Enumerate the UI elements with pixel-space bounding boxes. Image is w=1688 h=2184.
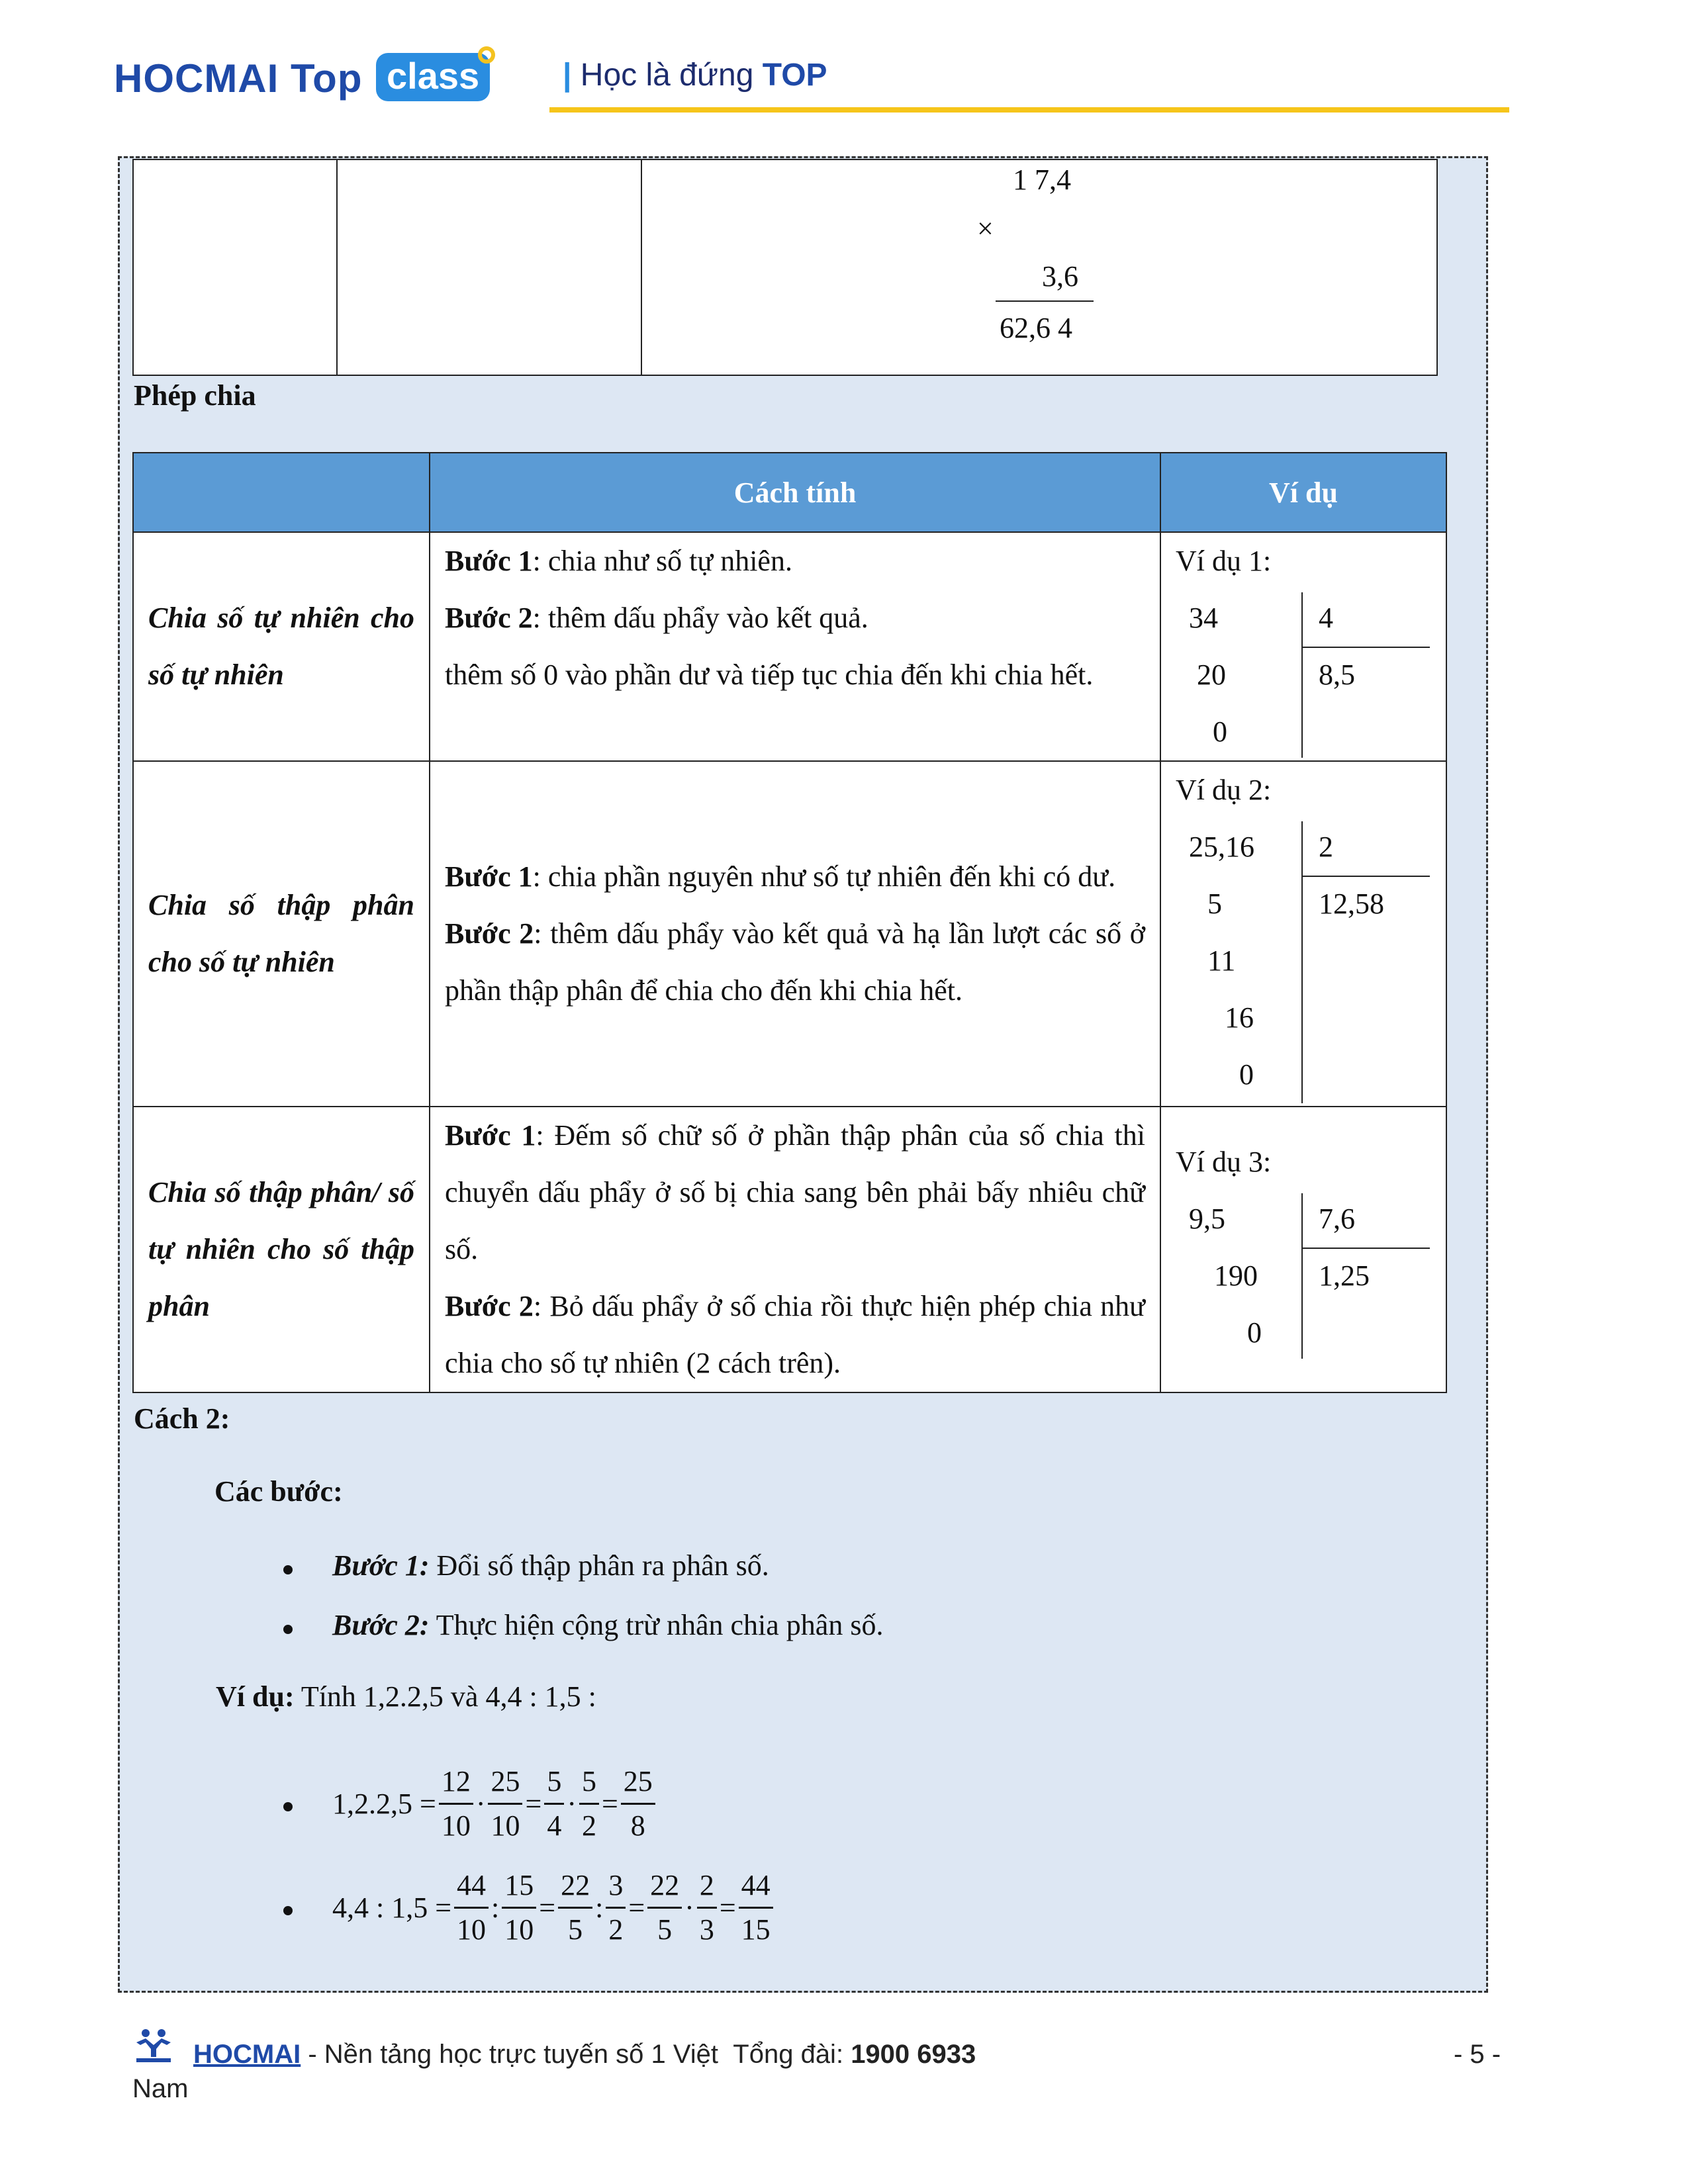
fraction-numerator: 44: [739, 1864, 773, 1909]
eq1-operator: ·: [475, 1788, 486, 1820]
header-tagline: | Học là đứng TOP: [563, 58, 827, 93]
example-1-division-vline: [1301, 592, 1303, 758]
multiplication-rule: [996, 300, 1094, 302]
row-3-label: [133, 1107, 430, 1392]
footer-tagline: - Nền tảng học trực tuyến số 1 Việt: [301, 2040, 719, 2069]
gear-icon: [478, 46, 495, 64]
equation-2: [332, 1864, 776, 1951]
example-3-division-hline: [1301, 1248, 1430, 1249]
hocmai-logo[interactable]: [114, 56, 362, 101]
eq2-operator: :: [491, 1891, 500, 1924]
example-1-title: Ví dụ 1:: [1176, 545, 1272, 577]
fraction-numerator: 25: [621, 1760, 655, 1805]
eq2-operator: :: [595, 1891, 604, 1924]
method2-steps-title: Các bước:: [214, 1475, 343, 1508]
example-2-division-hline: [1301, 876, 1430, 877]
row-1-method: [430, 532, 1160, 761]
division-row-2: [133, 761, 1446, 1107]
method2-example: [216, 1680, 596, 1713]
fraction-numerator: 44: [454, 1864, 489, 1909]
page-number: - 5 -: [1454, 2040, 1501, 2069]
fraction-denominator: 8: [630, 1809, 645, 1842]
division-header-example: Ví dụ: [1160, 453, 1446, 532]
example-3-title: Ví dụ 3:: [1176, 1146, 1272, 1178]
division-title: Phép chia: [134, 379, 256, 412]
example-3-dividend: 9,5: [1189, 1203, 1225, 1235]
footer-brand-link[interactable]: HOCMAI: [193, 2040, 301, 2069]
fraction: [558, 1864, 592, 1951]
header-rule: [549, 107, 1509, 113]
multiplier: 3,6: [1042, 260, 1078, 293]
row-1-step2-text: : thêm dấu phẩy vào kết quả.: [532, 602, 868, 634]
fraction-denominator: 5: [657, 1913, 673, 1946]
fraction: [579, 1760, 599, 1847]
fraction-numerator: 2: [697, 1864, 717, 1909]
example-text: Tính 1,2.2,5 và 4,4 : 1,5 :: [301, 1680, 596, 1713]
row-2-label: [133, 761, 430, 1107]
eq1-operator: ·: [567, 1788, 577, 1820]
logo-hocmai-text: HOCMAI: [114, 56, 279, 101]
mult-table-cell-2: [337, 159, 641, 375]
fraction-denominator: 10: [504, 1913, 534, 1946]
division-row-3: [133, 1107, 1446, 1392]
division-header-empty: [133, 453, 430, 532]
fraction-denominator: 2: [608, 1913, 624, 1946]
example-3-remainder: 190: [1214, 1259, 1258, 1292]
fraction: [439, 1760, 473, 1847]
row-2-method: [430, 761, 1160, 1107]
fraction: [454, 1864, 489, 1951]
example-2-remainder: 11: [1207, 944, 1236, 977]
fraction-denominator: 10: [441, 1809, 471, 1842]
footer-hotline: 1900 6933: [851, 2040, 976, 2069]
eq1-lhs: 1,2.2,5 =: [332, 1788, 436, 1820]
row-2-label-text: Chia số thập phân cho số tự nhiên: [148, 889, 414, 978]
fraction-denominator: 10: [491, 1809, 520, 1842]
bullet-icon: [283, 1906, 293, 1915]
division-header-method: Cách tính: [430, 453, 1160, 532]
multiplication-table: [132, 159, 1438, 376]
product: 62,6 4: [1000, 312, 1072, 344]
multiply-operator: ×: [977, 212, 994, 245]
example-1-remainder: 0: [1213, 715, 1227, 748]
example-2-division-vline: [1301, 821, 1303, 1103]
fraction: [647, 1864, 682, 1951]
example-2-remainder: 0: [1239, 1058, 1254, 1091]
fraction-denominator: 3: [699, 1913, 714, 1946]
method2-step-1: [332, 1549, 769, 1582]
row-3-example: [1160, 1107, 1446, 1392]
tagline-top: TOP: [762, 58, 827, 93]
step-1-label: Bước 1:: [332, 1549, 430, 1582]
fraction-denominator: 15: [741, 1913, 771, 1946]
row-1-step1-text: : chia như số tự nhiên.: [532, 545, 792, 577]
division-table: [132, 452, 1447, 1393]
bullet-icon: [283, 1565, 293, 1574]
example-2-divisor: 2: [1319, 831, 1333, 863]
row-1-example: [1160, 532, 1446, 761]
footer-text: [193, 2040, 976, 2070]
fraction: [621, 1760, 655, 1847]
row-2-step2-label: Bước 2: [445, 917, 534, 950]
eq2-equals: =: [719, 1891, 736, 1924]
division-row-1: [133, 532, 1446, 761]
row-3-step1-label: Bước 1: [445, 1119, 536, 1152]
row-2-step1-label: Bước 1: [445, 860, 533, 893]
row-2-step2-text: : thêm dấu phẩy vào kết quả và hạ lần lượt các số ở phần thập phân để chia cho đến khi chia hết.: [445, 917, 1145, 1007]
bullet-icon: [283, 1802, 293, 1811]
logo-class-badge: class: [376, 53, 490, 101]
eq2-lhs: 4,4 : 1,5 =: [332, 1891, 452, 1924]
fraction: [488, 1760, 522, 1847]
row-3-step2-label: Bước 2: [445, 1290, 534, 1322]
fraction-numerator: 15: [502, 1864, 536, 1909]
example-3-divisor: 7,6: [1319, 1203, 1355, 1235]
example-2-title: Ví dụ 2:: [1176, 774, 1272, 806]
hocmai-footer-icon: [132, 2028, 175, 2064]
row-2-example: [1160, 761, 1446, 1107]
fraction: [606, 1864, 626, 1951]
fraction-numerator: 25: [488, 1760, 522, 1805]
example-2-quotient: 12,58: [1319, 887, 1384, 920]
example-1-divisor: 4: [1319, 602, 1333, 634]
example-1-dividend: 34: [1189, 602, 1218, 634]
fraction-numerator: 3: [606, 1864, 626, 1909]
example-1-remainder: 20: [1197, 659, 1226, 691]
logo-top-text: Top: [290, 56, 363, 101]
example-3-remainder: 0: [1247, 1316, 1262, 1349]
fraction-denominator: 4: [547, 1809, 562, 1842]
example-3-quotient: 1,25: [1319, 1259, 1370, 1292]
row-1-label: [133, 532, 430, 761]
row-1-step2-label: Bước 2: [445, 602, 533, 634]
fraction-numerator: 22: [558, 1864, 592, 1909]
bullet-icon: [283, 1625, 293, 1634]
eq1-equals: =: [601, 1788, 618, 1820]
fraction-numerator: 5: [579, 1760, 599, 1805]
row-3-step2-text: : Bỏ dấu phẩy ở số chia rồi thực hiện phép chia như chia cho số tự nhiên (2 cách trên).: [445, 1290, 1145, 1379]
step-2-text: Thực hiện cộng trừ nhân chia phân số.: [436, 1609, 884, 1641]
example-1-quotient: 8,5: [1319, 659, 1355, 691]
fraction-numerator: 5: [544, 1760, 564, 1805]
row-3-method: [430, 1107, 1160, 1392]
mult-table-cell-1: [133, 159, 337, 375]
row-1-label-text: Chia số tự nhiên cho số tự nhiên: [148, 602, 414, 691]
row-2-step1-text: : chia phần nguyên như số tự nhiên đến khi có dư.: [532, 860, 1116, 893]
step-2-label: Bước 2:: [332, 1609, 430, 1641]
fraction: [739, 1864, 773, 1951]
tagline-prefix: Học là đứng: [580, 58, 754, 93]
row-1-step1-label: Bước 1: [445, 545, 533, 577]
row-3-step1-text: : Đếm số chữ số ở phần thập phân của số chia thì chuyển dấu phẩy ở số bị chia sang bên phải bấy nhiêu chữ số.: [445, 1119, 1145, 1265]
eq1-equals: =: [525, 1788, 542, 1820]
row-3-label-text: Chia số thập phân/ số tự nhiên cho số thập phân: [148, 1176, 414, 1322]
fraction: [544, 1760, 564, 1847]
fraction-denominator: 2: [581, 1809, 596, 1842]
example-3-division-vline: [1301, 1193, 1303, 1359]
example-2-remainder: 5: [1207, 887, 1222, 920]
example-1-division-hline: [1301, 647, 1430, 648]
eq2-equals: =: [539, 1891, 556, 1924]
mult-example-cell: [641, 159, 1437, 375]
fraction-numerator: 22: [647, 1864, 682, 1909]
example-2-remainder: 16: [1225, 1001, 1254, 1034]
fraction-numerator: 12: [439, 1760, 473, 1805]
footer-line-2: Nam: [132, 2074, 189, 2103]
fraction: [697, 1864, 717, 1951]
step-1-text: Đổi số thập phân ra phân số.: [436, 1549, 769, 1582]
fraction-denominator: 10: [457, 1913, 487, 1946]
fraction-denominator: 5: [568, 1913, 583, 1946]
method2-title: Cách 2:: [134, 1402, 230, 1435]
equation-1: [332, 1760, 658, 1847]
fraction: [502, 1864, 536, 1951]
eq2-equals: =: [628, 1891, 645, 1924]
multiplicand: 1 7,4: [1013, 163, 1071, 196]
example-label: Ví dụ:: [216, 1680, 295, 1713]
row-1-extra-text: thêm số 0 vào phần dư và tiếp tục chia đến khi chia hết.: [445, 659, 1094, 691]
example-2-dividend: 25,16: [1189, 831, 1254, 863]
footer-hotline-label: Tổng đài:: [733, 2040, 844, 2069]
eq2-operator: ·: [684, 1891, 694, 1924]
method2-step-2: [332, 1608, 883, 1642]
